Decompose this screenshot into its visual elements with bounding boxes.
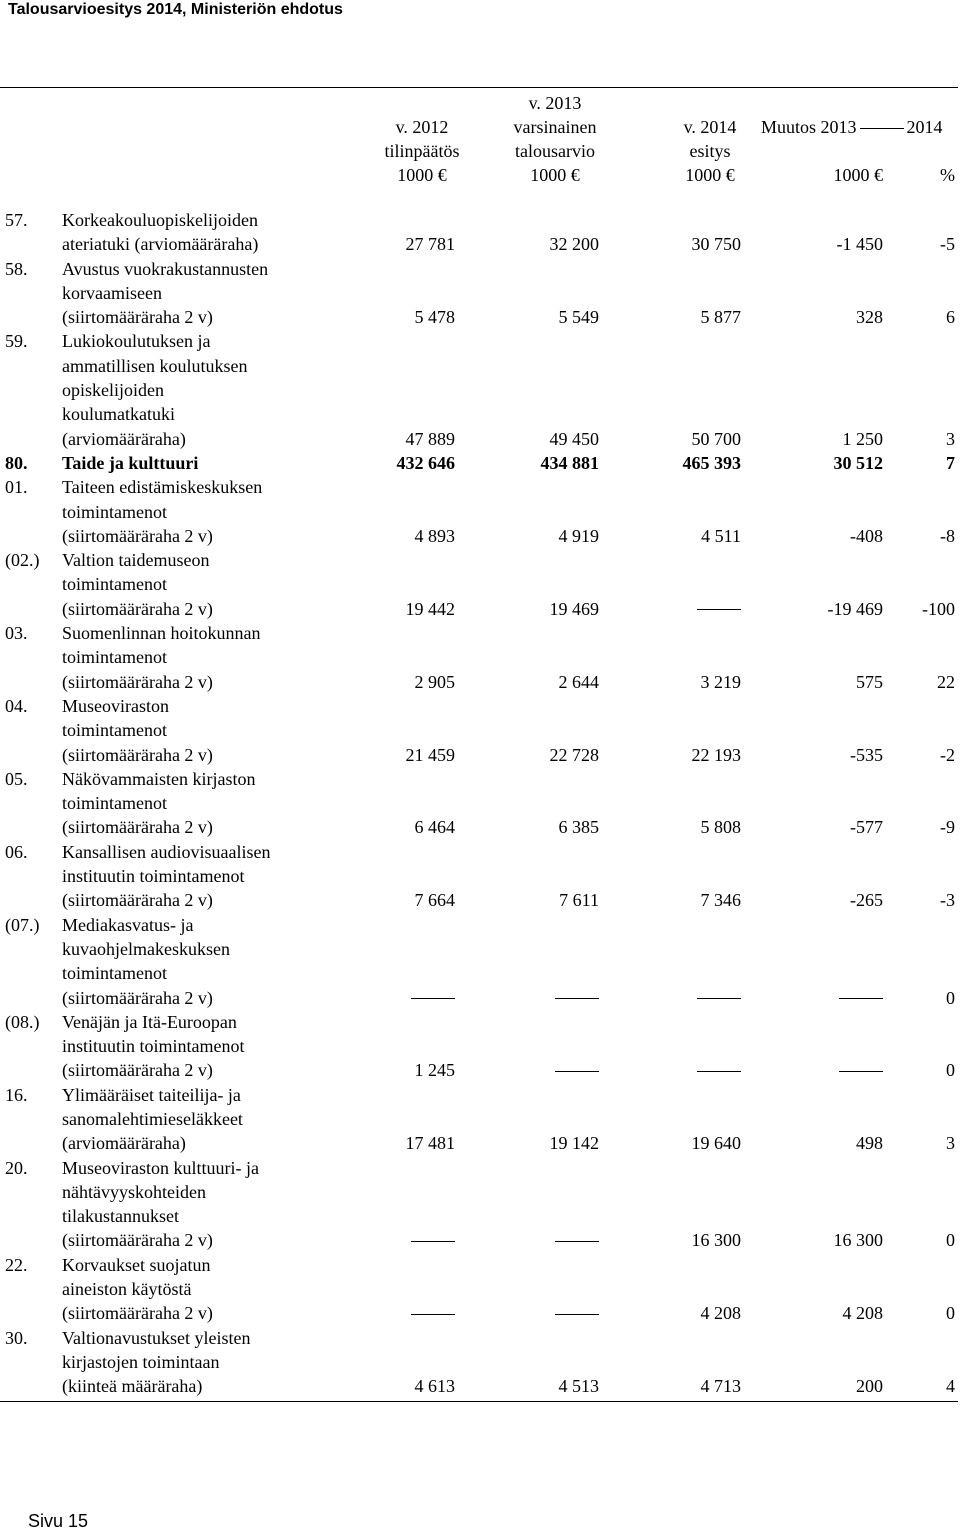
table-row [0, 1010, 960, 1083]
row-label-line: (arviomääräraha) [62, 1133, 186, 1154]
row-label [62, 621, 382, 694]
value-change: -577 [850, 817, 883, 838]
row-label-line: instituutin toimintamenot [62, 866, 245, 887]
row-label [62, 329, 382, 450]
value-2012: 1 245 [414, 1060, 455, 1081]
value-2014 [697, 986, 741, 1010]
value-2014: 50 700 [691, 428, 741, 449]
value-2014: 19 640 [691, 1133, 741, 1154]
row-label-line: Valtion taidemuseon [62, 550, 210, 571]
value-2014 [697, 597, 741, 621]
value-change: 16 300 [833, 1230, 883, 1251]
row-label-line: (siirtomääräraha 2 v) [62, 1060, 213, 1081]
value-change-pct: -100 [922, 598, 955, 619]
row-label [62, 208, 382, 257]
empty-value-dash [697, 1071, 741, 1072]
row-label [62, 548, 382, 621]
row-label [62, 913, 382, 1010]
empty-value-dash [839, 1071, 883, 1072]
value-change-pct: 0 [946, 987, 955, 1008]
row-label-line: Kansallisen audiovisuaalisen [62, 841, 271, 862]
row-code: 01. [5, 477, 28, 498]
col-header-change-suffix: 2014 [906, 117, 943, 137]
row-label-line: Näkövammaisten kirjaston [62, 768, 256, 789]
value-change: -535 [850, 744, 883, 765]
value-2012: 17 481 [405, 1133, 455, 1154]
row-label-line: (siirtomääräraha 2 v) [62, 890, 213, 911]
row-label [62, 1253, 382, 1326]
row-label [62, 451, 382, 475]
value-2014: 5 808 [700, 817, 741, 838]
table-row [0, 840, 960, 913]
value-2014: 7 346 [700, 890, 741, 911]
row-code: 30. [5, 1327, 28, 1348]
value-2013 [555, 986, 599, 1010]
value-change-pct: 4 [946, 1376, 955, 1397]
row-label-line: Avustus vuokrakustannusten [62, 258, 269, 279]
row-label-line: toimintamenot [62, 720, 167, 741]
empty-value-dash [411, 1241, 455, 1242]
value-2012 [411, 986, 455, 1010]
col-header-2014-line: 1000 € [685, 165, 735, 185]
value-change-pct: 3 [946, 1133, 955, 1154]
row-label-line: Museoviraston kulttuuri- ja [62, 1157, 259, 1178]
empty-value-dash [411, 998, 455, 999]
value-2014: 22 193 [691, 744, 741, 765]
value-change: 200 [856, 1376, 883, 1397]
row-code: 80. [5, 452, 28, 473]
value-change-pct: -3 [940, 890, 955, 911]
row-label-line: aineiston käytöstä [62, 1279, 192, 1300]
row-label-line: (siirtomääräraha 2 v) [62, 671, 213, 692]
table-row [0, 913, 960, 1010]
value-2014: 5 877 [700, 307, 741, 328]
row-code: 20. [5, 1157, 28, 1178]
value-2013: 434 881 [540, 452, 599, 473]
row-label-line: toimintamenot [62, 501, 167, 522]
row-label [62, 475, 382, 548]
row-code: 03. [5, 623, 28, 644]
header-top-rule [0, 87, 958, 88]
value-2014: 16 300 [691, 1230, 741, 1251]
value-change: 328 [856, 307, 883, 328]
value-2012: 2 905 [414, 671, 455, 692]
value-change: 4 208 [842, 1303, 883, 1324]
value-2012: 5 478 [414, 307, 455, 328]
value-2012: 4 613 [414, 1376, 455, 1397]
row-label [62, 1083, 382, 1156]
value-2014: 30 750 [691, 234, 741, 255]
row-code: (07.) [5, 914, 40, 935]
value-change: -19 469 [827, 598, 883, 619]
table-row [0, 1326, 960, 1399]
empty-value-dash [411, 1314, 455, 1315]
value-change: -265 [850, 890, 883, 911]
table-row [0, 1083, 960, 1156]
value-2013 [555, 1228, 599, 1252]
row-code: 16. [5, 1084, 28, 1105]
row-label-line: Museoviraston [62, 695, 169, 716]
row-label-line: (siirtomääräraha 2 v) [62, 307, 213, 328]
value-change-pct: 0 [946, 1230, 955, 1251]
table-row [0, 767, 960, 840]
value-2013: 2 644 [558, 671, 599, 692]
col-header-2012-line: v. 2012 [395, 117, 449, 137]
col-header-2012-line: tilinpäätös [384, 141, 460, 161]
value-change-pct: 0 [946, 1060, 955, 1081]
value-2012 [411, 1228, 455, 1252]
row-code: 04. [5, 695, 28, 716]
value-2013: 4 919 [558, 525, 599, 546]
value-2012: 19 442 [405, 598, 455, 619]
row-label [62, 1010, 382, 1083]
value-2014: 4 208 [700, 1303, 741, 1324]
row-label-line: koulumatkatuki [62, 404, 175, 425]
col-header-2014-line: v. 2014 [683, 117, 737, 137]
table-row [0, 1253, 960, 1326]
table-row [0, 257, 960, 330]
value-2013: 7 611 [559, 890, 599, 911]
row-label-line: toimintamenot [62, 574, 167, 595]
table-row [0, 694, 960, 767]
row-label [62, 767, 382, 840]
row-label-line: (kiinteä määräraha) [62, 1376, 203, 1397]
value-2013: 22 728 [549, 744, 599, 765]
table-row [0, 451, 960, 475]
row-label-line: Korvaukset suojatun [62, 1254, 211, 1275]
row-label-line: (siirtomääräraha 2 v) [62, 1303, 213, 1324]
value-change: 30 512 [833, 452, 883, 473]
table-row [0, 1156, 960, 1253]
value-change: 1 250 [842, 428, 883, 449]
value-change-pct: 0 [946, 1303, 955, 1324]
row-label-line: toimintamenot [62, 647, 167, 668]
row-label [62, 1156, 382, 1253]
row-code: 58. [5, 258, 28, 279]
row-code: 06. [5, 841, 28, 862]
value-2012: 47 889 [405, 428, 455, 449]
value-2014: 4 511 [701, 525, 741, 546]
value-2013: 19 469 [549, 598, 599, 619]
row-label-line: Mediakasvatus- ja [62, 914, 194, 935]
value-2014 [697, 1058, 741, 1082]
col-header-2014-line: esitys [689, 141, 731, 161]
row-label-line: (siirtomääräraha 2 v) [62, 598, 213, 619]
value-2013: 6 385 [558, 817, 599, 838]
value-change: -408 [850, 525, 883, 546]
row-label-line: toimintamenot [62, 793, 167, 814]
empty-value-dash [555, 1241, 599, 1242]
empty-value-dash [555, 1314, 599, 1315]
table-row [0, 548, 960, 621]
row-label-line: Lukiokoulutuksen ja [62, 331, 211, 352]
row-label-line: (arviomääräraha) [62, 428, 186, 449]
row-label-line: Taiteen edistämiskeskuksen [62, 477, 263, 498]
row-code: 57. [5, 210, 28, 230]
row-label [62, 1326, 382, 1399]
value-change-pct: 7 [946, 452, 955, 473]
col-header-2014 [650, 115, 770, 187]
empty-value-dash [839, 998, 883, 999]
row-code: 59. [5, 331, 28, 352]
value-change-pct: -5 [940, 234, 955, 255]
value-2012: 432 646 [396, 452, 455, 473]
value-2013: 19 142 [549, 1133, 599, 1154]
col-header-change-prefix: Muutos 2013 [761, 117, 857, 137]
value-change-pct: 22 [937, 671, 955, 692]
col-header-2013-line: 1000 € [530, 165, 580, 185]
value-change: 498 [856, 1133, 883, 1154]
value-change [839, 986, 883, 1010]
col-header-change-pct-unit: % [940, 165, 955, 185]
value-2014: 4 713 [700, 1376, 741, 1397]
col-header-2012 [362, 115, 482, 187]
empty-value-dash [555, 1071, 599, 1072]
row-code: 22. [5, 1254, 28, 1275]
row-label-line: sanomalehtimieseläkkeet [62, 1108, 243, 1129]
col-header-2012-line: 1000 € [397, 165, 447, 185]
row-label-line: Suomenlinnan hoitokunnan [62, 623, 261, 644]
row-label-line: (siirtomääräraha 2 v) [62, 817, 213, 838]
col-header-2013 [490, 91, 620, 187]
col-header-change [761, 115, 960, 139]
value-2013: 5 549 [558, 307, 599, 328]
row-label-line: Valtionavustukset yleisten [62, 1327, 251, 1348]
value-2013: 4 513 [558, 1376, 599, 1397]
value-2012: 6 464 [414, 817, 455, 838]
row-label-line: tilakustannukset [62, 1206, 179, 1227]
value-2012: 21 459 [405, 744, 455, 765]
row-label-line: korvaamiseen [62, 282, 162, 303]
value-change-pct: -2 [940, 744, 955, 765]
value-2012: 27 781 [405, 234, 455, 255]
row-code: (02.) [5, 550, 40, 571]
table-row [0, 208, 960, 257]
value-change-pct: 6 [946, 307, 955, 328]
row-label-line: Taide ja kulttuuri [62, 452, 199, 473]
value-2014: 465 393 [682, 452, 741, 473]
value-change-pct: -8 [940, 525, 955, 546]
row-label-line: opiskelijoiden [62, 380, 164, 401]
value-2013: 49 450 [549, 428, 599, 449]
range-dash [860, 128, 904, 129]
table-row [0, 329, 960, 450]
value-change-pct: 3 [946, 428, 955, 449]
row-label-line: (siirtomääräraha 2 v) [62, 525, 213, 546]
row-label [62, 257, 382, 330]
col-header-2013-line: v. 2013 [528, 93, 582, 113]
table-bottom-rule [0, 1401, 958, 1402]
empty-value-dash [697, 998, 741, 999]
row-label [62, 694, 382, 767]
row-label-line: ammatillisen koulutuksen [62, 355, 248, 376]
row-label-line: (siirtomääräraha 2 v) [62, 1230, 213, 1251]
empty-value-dash [555, 998, 599, 999]
page-number: Sivu 15 [28, 1511, 89, 1531]
row-label-line: kirjastojen toimintaan [62, 1351, 220, 1372]
row-code: 05. [5, 768, 28, 789]
col-header-2013-line: varsinainen [513, 117, 597, 137]
col-header-2013-line: talousarvio [515, 141, 595, 161]
row-label-line: nähtävyyskohteiden [62, 1181, 206, 1202]
budget-table [0, 208, 960, 1399]
value-2012 [411, 1301, 455, 1325]
value-2012: 4 893 [414, 525, 455, 546]
table-row [0, 475, 960, 548]
row-label-line: (siirtomääräraha 2 v) [62, 744, 213, 765]
row-label-line: toimintamenot [62, 963, 167, 984]
table-row [0, 621, 960, 694]
value-2013: 32 200 [549, 234, 599, 255]
row-label-line: Venäjän ja Itä-Euroopan [62, 1011, 237, 1032]
empty-value-dash [697, 609, 741, 610]
value-2012: 7 664 [414, 890, 455, 911]
row-label-line: instituutin toimintamenot [62, 1036, 245, 1057]
row-label-line: ateriatuki (arviomääräraha) [62, 234, 259, 255]
document-title: Talousarvioesitys 2014, Ministeriön ehdotus [8, 1, 343, 18]
value-change: 575 [856, 671, 883, 692]
row-label-line: Ylimääräiset taiteilija- ja [62, 1084, 241, 1105]
value-change-pct: -9 [940, 817, 955, 838]
row-label [62, 840, 382, 913]
value-2013 [555, 1301, 599, 1325]
row-code: (08.) [5, 1011, 40, 1032]
row-label-line: kuvaohjelmakeskuksen [62, 938, 230, 959]
value-change: -1 450 [836, 234, 883, 255]
value-2014: 3 219 [700, 671, 741, 692]
row-label-line: (siirtomääräraha 2 v) [62, 987, 213, 1008]
col-header-change-abs-unit: 1000 € [833, 165, 883, 185]
value-2013 [555, 1058, 599, 1082]
row-label-line: Korkeakouluopiskelijoiden [62, 210, 258, 230]
value-change [839, 1058, 883, 1082]
